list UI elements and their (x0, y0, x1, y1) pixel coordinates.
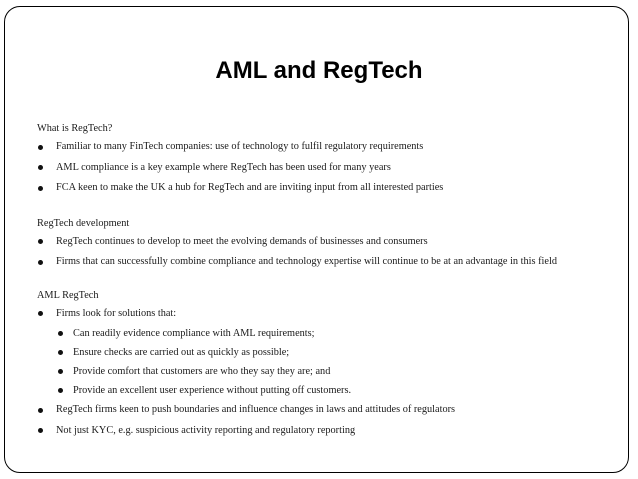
bullet-item (37, 421, 627, 442)
bullet-dot-icon (58, 388, 63, 393)
section-heading-what-is-regtech: What is RegTech? (37, 123, 113, 134)
bullet-dot-icon (38, 408, 43, 413)
sub-bullet-item (37, 362, 627, 381)
bullet-list-aml-regtech (37, 304, 627, 442)
bullet-dot-icon (58, 331, 63, 336)
section-heading-regtech-development: RegTech development (37, 217, 130, 229)
bullet-text: AML compliance is a key example where RegTech has been used for many years (56, 161, 391, 173)
bullet-item (37, 400, 627, 421)
bullet-item (37, 232, 627, 253)
bullet-text: Not just KYC, e.g. suspicious activity reporting and regulatory reporting (56, 424, 356, 436)
sub-bullet-item (37, 381, 627, 400)
bullet-list-what-is-regtech (37, 137, 627, 199)
sub-bullet-item (37, 343, 627, 362)
bullet-dot-icon (58, 369, 63, 374)
bullet-dot-icon (38, 239, 43, 244)
sub-bullet-text: Ensure checks are carried out as quickly as possible; (73, 347, 290, 358)
bullet-list-regtech-development (37, 232, 627, 273)
bullet-text: FCA keen to make the UK a hub for RegTech and are inviting input from all interested parties (56, 182, 444, 193)
bullet-text: RegTech firms keen to push boundaries and influence changes in laws and attitudes of regulators (56, 404, 456, 415)
bullet-text: Firms that can successfully combine compliance and technology expertise will continue to be at an advantage in this field (56, 256, 557, 267)
sub-bullet-text: Can readily evidence compliance with AML requirements; (73, 328, 315, 339)
bullet-dot-icon (38, 186, 43, 191)
bullet-item (37, 178, 627, 199)
bullet-text: RegTech continues to develop to meet the evolving demands of businesses and consumers (56, 235, 428, 247)
bullet-item (37, 252, 627, 273)
bullet-text: Familiar to many FinTech companies: use of technology to fulfil regulatory requirements (56, 141, 424, 152)
bullet-item (37, 304, 627, 325)
sub-bullet-item (37, 324, 627, 343)
sub-bullet-text: Provide an excellent user experience without putting off customers. (73, 385, 352, 396)
bullet-dot-icon (38, 260, 43, 265)
sub-bullet-text: Provide comfort that customers are who they say they are; and (73, 366, 331, 377)
bullet-item (37, 158, 627, 179)
bullet-dot-icon (38, 428, 43, 433)
bullet-text: Firms look for solutions that: (56, 307, 177, 319)
bullet-dot-icon (38, 145, 43, 150)
slide-body (37, 120, 627, 441)
bullet-item (37, 137, 627, 158)
bullet-dot-icon (38, 165, 43, 170)
slide-title: AML and RegTech (215, 57, 423, 84)
section-heading-aml-regtech: AML RegTech (37, 289, 99, 301)
bullet-dot-icon (38, 311, 43, 316)
bullet-dot-icon (58, 350, 63, 355)
